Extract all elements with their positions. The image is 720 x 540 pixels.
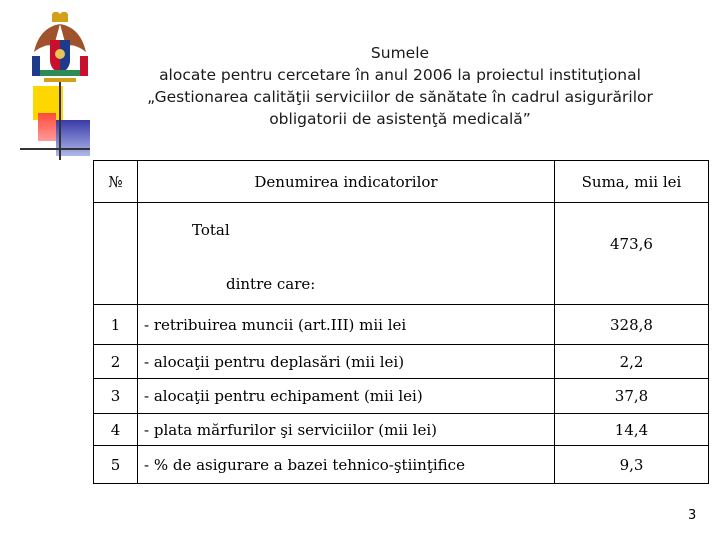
row-label: - alocaţii pentru echipament (mii lei) xyxy=(138,379,555,414)
header-number: № xyxy=(94,161,138,203)
row-label: - % de asigurare a bazei tehnico-ştiinţifice xyxy=(138,446,555,484)
title-line-3: „Gestionarea calităţii serviciilor de sănătate în cadrul asigurărilor xyxy=(147,88,653,106)
decor-blue-block xyxy=(56,120,90,156)
table-row xyxy=(94,379,709,414)
total-value: 473,6 xyxy=(610,235,653,253)
total-label-cell xyxy=(138,203,555,305)
header-indicator-name: Denumirea indicatorilor xyxy=(138,161,555,203)
funding-table xyxy=(93,160,709,484)
row-label: - retribuirea muncii (art.III) mii lei xyxy=(138,305,555,345)
row-label: - alocaţii pentru deplasări (mii lei) xyxy=(138,345,555,379)
title-line-1: Sumele xyxy=(370,44,430,62)
coat-of-arms-icon xyxy=(30,12,90,92)
header-sum: Suma, mii lei xyxy=(555,161,709,203)
table-row xyxy=(94,305,709,345)
decor-horizontal-line xyxy=(20,148,90,150)
table-row xyxy=(94,414,709,446)
table-row xyxy=(94,446,709,484)
page-title xyxy=(95,42,705,130)
row-number: 5 xyxy=(94,446,138,484)
row-label: - plata mărfurilor şi serviciilor (mii lei) xyxy=(138,414,555,446)
row-value: 37,8 xyxy=(555,379,709,414)
table-row xyxy=(94,345,709,379)
title-line-4: obligatorii de asistenţă medicală” xyxy=(269,110,531,128)
row-value: 328,8 xyxy=(555,305,709,345)
title-line-2: alocate pentru cercetare în anul 2006 la proiectul instituţional xyxy=(159,66,641,84)
table-header-row xyxy=(94,161,709,203)
decor-red-block xyxy=(38,113,56,141)
row-value: 2,2 xyxy=(555,345,709,379)
row-value: 14,4 xyxy=(555,414,709,446)
total-row xyxy=(94,203,709,305)
row-number: 2 xyxy=(94,345,138,379)
row-number: 1 xyxy=(94,305,138,345)
row-number: 4 xyxy=(94,414,138,446)
total-value-cell xyxy=(555,203,709,305)
row-number: 3 xyxy=(94,379,138,414)
page-number: 3 xyxy=(688,508,697,523)
total-number-cell xyxy=(94,203,138,305)
row-value: 9,3 xyxy=(555,446,709,484)
subheader-label: dintre care: xyxy=(226,275,316,293)
total-label: Total xyxy=(192,221,230,239)
